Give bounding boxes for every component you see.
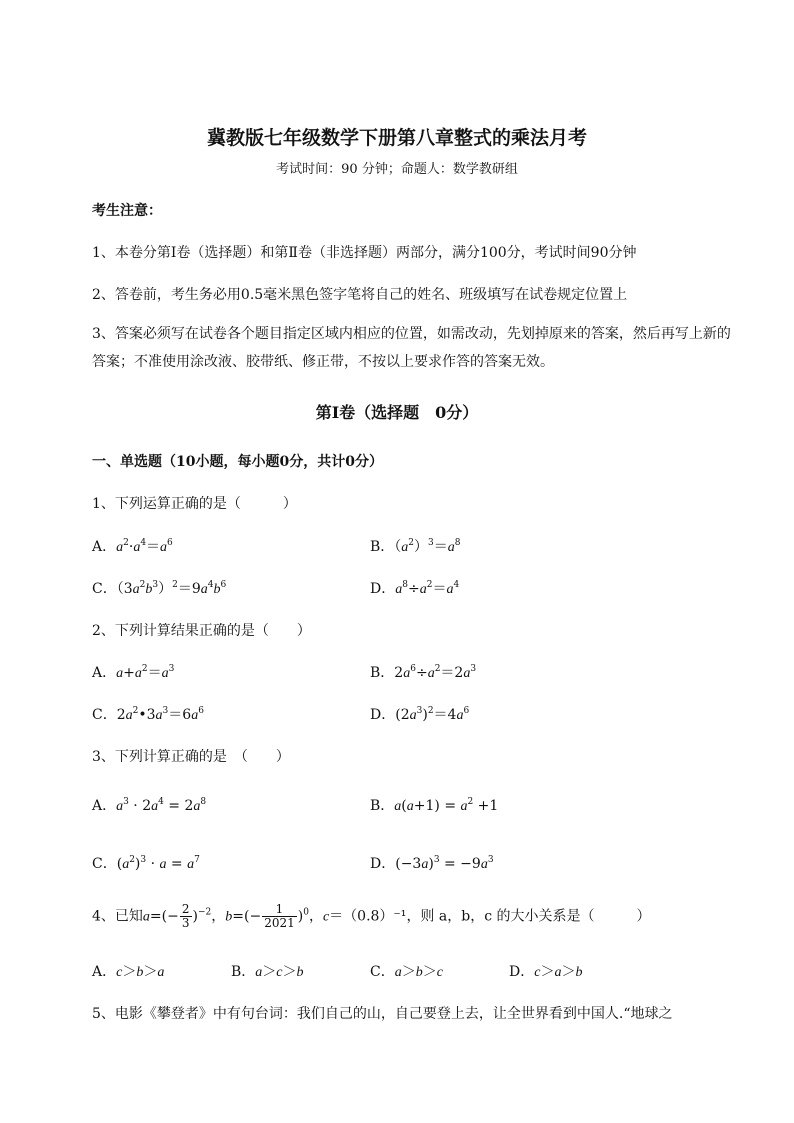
option-label: D．	[370, 856, 396, 872]
option-label: C．	[92, 707, 117, 723]
q4-option-d[interactable]: D．c＞a＞b	[509, 964, 583, 980]
q1-option-b[interactable]: B．$(a^2)^3=a^8$	[370, 538, 461, 555]
option-label: C．	[92, 581, 117, 597]
option-label: A．	[92, 964, 117, 980]
option-label: A．	[92, 665, 117, 681]
q3-option-a[interactable]: A．$a^3 \cdot 2a^4 = 2a^8$	[92, 797, 207, 814]
page-title: 冀教版七年级数学下册第八章整式的乘法月考	[206, 127, 587, 149]
question-4-stem: 4、已知a=(− $\frac{2}{3}$ )$^{-2}$，b=(− $\frac{1}{2021}$ )$^0$，c＝（0.8）⁻¹，则 a，b，c 的大小关系是（ ）	[92, 902, 651, 930]
notice-heading: 考生注意：	[92, 203, 162, 219]
q3-option-b[interactable]: B．$a(a+1) = a^2 +1$	[370, 797, 499, 814]
option-label: B．	[231, 964, 256, 980]
section-title: 第Ⅰ卷（选择题 0分）	[315, 403, 479, 422]
q4-option-b[interactable]: B．a＞c＞b	[231, 964, 304, 980]
q1-option-d[interactable]: D．$a^8\div a^2=a^4$	[370, 580, 460, 597]
q2-option-d[interactable]: D．$(2a^3)^2=4a^6$	[370, 706, 470, 723]
q3-option-d[interactable]: D．$(-3a)^3 = -9a^3$	[370, 855, 494, 872]
question-5-stem: 5、电影《攀登者》中有句台词：我们自己的山，自己要登上去，让全世界看到中国人.“地球之	[92, 1006, 673, 1022]
q1-option-c[interactable]: C．$(3a^2b^3)^2=9a^4b^6$	[92, 580, 227, 597]
q4-c-value: （0.8）⁻¹	[343, 908, 407, 925]
q2-option-c[interactable]: C．$2a^2•3a^3=6a^6$	[92, 706, 204, 723]
option-label: A．	[92, 539, 117, 555]
q3-option-c[interactable]: C．$(a^2)^3 \cdot a = a^7$	[92, 855, 200, 872]
q4-tail: ，则 a，b，c 的大小关系是（ ）	[406, 908, 651, 925]
option-label: A．	[92, 798, 117, 814]
option-label: C．	[370, 964, 395, 980]
q4-prefix: 4、已知	[92, 908, 143, 925]
exam-subtitle: 考试时间：90 分钟；命题人：数学教研组	[276, 162, 518, 177]
fraction-b: $\frac{1}{2021}$	[264, 902, 295, 930]
part-heading: 一、单选题（10小题，每小题0分，共计0分）	[92, 454, 383, 470]
option-label: D．	[370, 581, 396, 597]
q2-option-a[interactable]: A．$a+a^2=a^3$	[92, 664, 175, 681]
notice-item-2: 2、答卷前，考生务必用0.5毫米黑色签字笔将自己的姓名、班级填写在试卷规定位置上	[92, 287, 628, 303]
option-label: D．	[370, 707, 396, 723]
option-label: B．	[370, 539, 395, 555]
fraction-a: $\frac{2}{3}$	[181, 902, 190, 930]
option-label: D．	[509, 964, 535, 980]
question-2-stem: 2、下列计算结果正确的是（ ）	[92, 623, 311, 639]
q4-option-c[interactable]: C．a＞b＞c	[370, 964, 443, 980]
option-label: B．	[370, 798, 395, 814]
q2-option-b[interactable]: B．$2a^6\div a^2=2a^3$	[370, 664, 477, 681]
question-1-stem: 1、下列运算正确的是（ ）	[92, 496, 297, 512]
option-label: B．	[370, 665, 395, 681]
notice-item-1: 1、本卷分第Ⅰ卷（选择题）和第Ⅱ卷（非选择题）两部分，满分100分，考试时间90分钟	[92, 245, 637, 261]
q4-option-a[interactable]: A．c＞b＞a	[92, 964, 165, 980]
option-label: C．	[92, 856, 117, 872]
notice-item-3: 3、答案必须写在试卷各个题目指定区域内相应的位置，如需改动，先划掉原来的答案，然后再写上新的答案；不准使用涂改液、胶带纸、修正带，不按以上要求作答的答案无效。	[92, 326, 731, 370]
q1-option-a[interactable]: A．$a^2\cdot a^4=a^6$	[92, 538, 173, 555]
question-3-stem: 3、下列计算正确的是 （ ）	[92, 749, 290, 765]
